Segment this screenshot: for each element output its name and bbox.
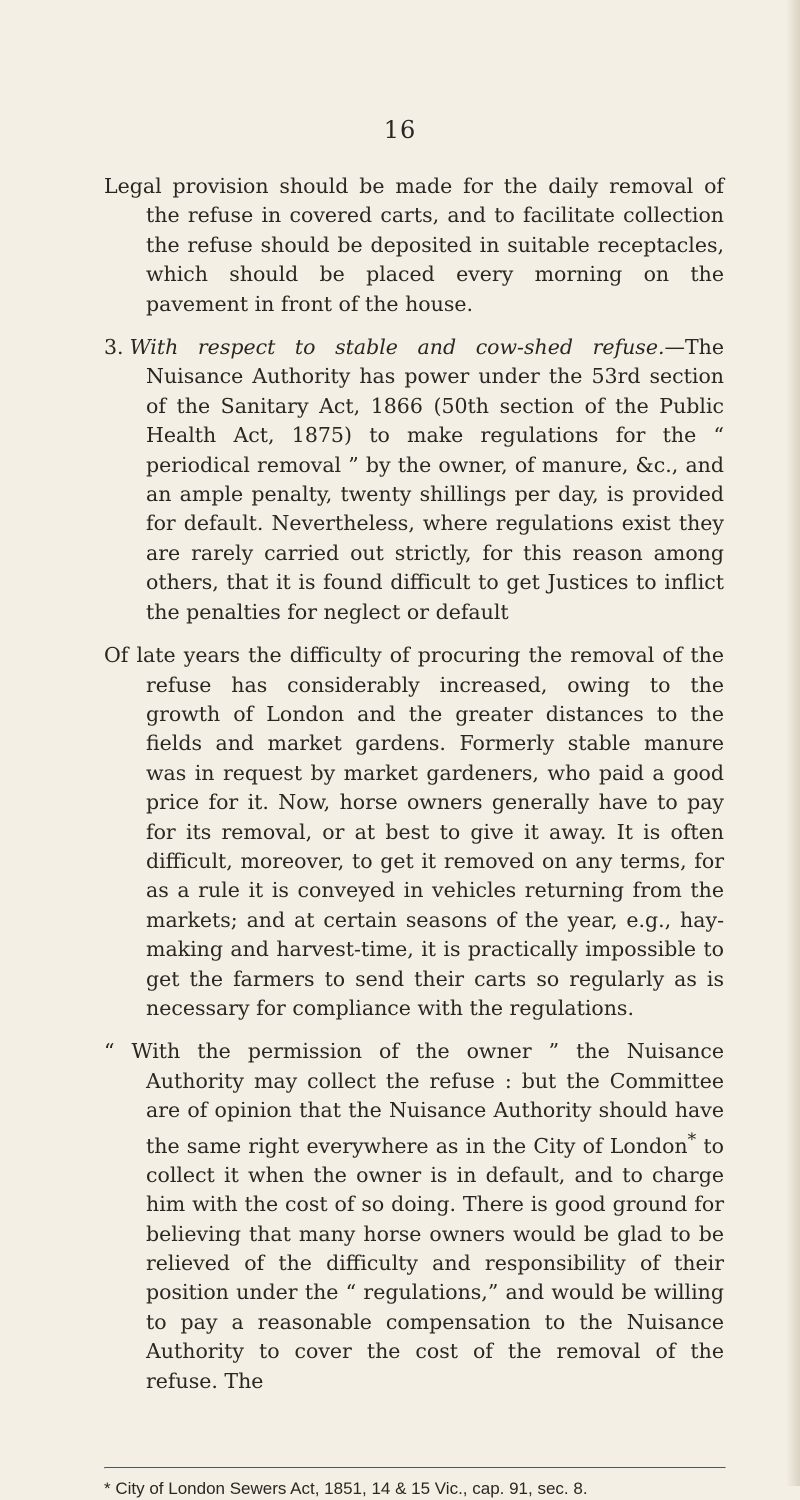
footnote-text: City of London Sewers Act, 1851, 14 & 15 Vic., cap. 91, sec. 8.: [110, 1479, 588, 1498]
paragraph-refuse-carts: Legal provision should be made for the daily removal of the refuse in covered carts, and to facilitate collection the refuse should be deposited in suitable receptacles, which should be placed every morning on the pavement in front of the house.: [104, 174, 724, 316]
footnote-divider: [104, 1467, 726, 1469]
paragraph-number: 3.: [104, 335, 124, 360]
page-edge-shadow: [786, 0, 800, 1486]
paragraph-text-before-note: “ With the permission of the owner ” the Nuisance Authority may collect the refuse : but the Committee are of opinion that the Nuisance Authority should have the same right everywhere as in the City of London: [104, 1039, 724, 1158]
page-number: 16: [383, 116, 417, 144]
paragraph-removal-difficulty: Of late years the difficulty of procuring the removal of the refuse has considerably increased, owing to the growth of London and the greater distances to the fields and market gardens. Formerly stable manure was in request by market gardeners, who paid a good price for it. Now, horse owners generally have to pay for its removal, or at best to give it away. It is often difficult, moreover, to get it removed on any terms, for as a rule it is conveyed in vehicles returning from the markets; and at certain seasons of the year, e.g., hay-making and harvest-time, it is practically impossible to get the farmers to send their carts so regularly as is necessary for compliance with the regulations.: [104, 643, 724, 1020]
paragraph-body: —The Nuisance Authority has power under the 53rd section of the Sanitary Act, 1866 (50th section of the Public Health Act, 1875) to make regulations for the “ periodical removal ” by the owner, of manure, &c., and an ample penalty, twenty shillings per day, is provided for default. Nevertheless, where regulations exist they are rarely carried out strictly, for this reason among others, that it is found difficult to get Justices to inflict the penalties for neglect or default: [146, 335, 724, 624]
paragraph-text-after-note: to collect it when the owner is in default, and to charge him with the cost of so doing. There is good ground for believing that many horse owners would be glad to be relieved of the difficulty and responsibility of their position under the “ regulations,” and would be willing to pay a reasonable compensation to the Nuisance Authority to cover the cost of the removal of the refuse. The: [146, 1133, 724, 1393]
footnote-reference: *: [687, 1129, 697, 1150]
footnote: [104, 1478, 724, 1500]
footnote-mark: *: [104, 1479, 111, 1498]
section-heading: With respect to stable and cow-shed refuse.: [129, 335, 665, 360]
paragraph-permission: [104, 1037, 724, 1396]
paragraph-stable-refuse: [104, 333, 724, 627]
body-text: [104, 172, 724, 1410]
